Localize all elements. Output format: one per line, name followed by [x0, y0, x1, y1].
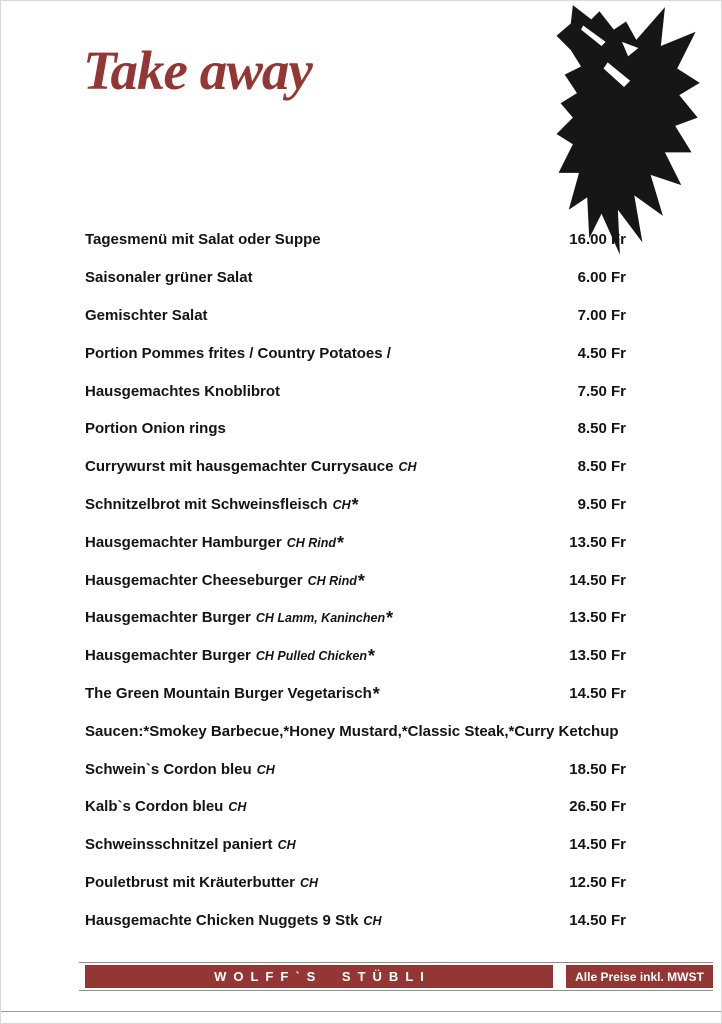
menu-item-row [85, 712, 626, 750]
menu-item-price: 14.50 Fr [569, 836, 626, 854]
menu-item-text: The Green Mountain Burger Vegetarisch * [85, 683, 380, 704]
menu-item-price: 6.00 Fr [577, 269, 626, 287]
menu-item-name: Portion Pommes frites / Country Potatoes / [85, 344, 391, 362]
menu-item-row [85, 372, 626, 410]
menu-item-name: Currywurst mit hausgemachter Currysauce [85, 458, 394, 476]
menu-item-name: Saucen:*Smokey Barbecue,*Honey Mustard,*Classic Steak,*Curry Ketchup [85, 722, 619, 740]
menu-item-text [85, 723, 619, 740]
menu-item-origin-note: CH [363, 913, 382, 928]
menu-item-text: Hausgemachter Burger CH Pulled Chicken * [85, 646, 376, 667]
menu-item-text: Hausgemachter Cheeseburger CH Rind * [85, 570, 365, 591]
menu-item-text [85, 345, 391, 362]
menu-item-name: Hausgemachter Cheeseburger [85, 571, 303, 589]
menu-item-price: 26.50 Fr [569, 798, 626, 816]
tax-note-box [566, 965, 713, 988]
menu-item-price: 18.50 Fr [569, 760, 626, 778]
menu-item-name: Gemischter Salat [85, 306, 208, 324]
menu-item-row [85, 561, 626, 599]
menu-item-row [85, 788, 626, 826]
menu-item-origin-note: CH Lamm, Kaninchen [255, 611, 386, 626]
menu-item-name: Saisonaler grüner Salat [85, 269, 253, 287]
menu-item-row [85, 901, 626, 939]
menu-item-origin-note: CH [277, 838, 296, 853]
menu-item-row [85, 486, 626, 524]
menu-item-price: 14.50 Fr [569, 911, 626, 929]
menu-item-row [85, 410, 626, 448]
page-bottom-rule [1, 1011, 721, 1012]
menu-item-origin-note: CH [256, 762, 275, 777]
menu-item-text: Hausgemachter Hamburger CH Rind * [85, 532, 345, 553]
menu-item-row [85, 259, 626, 297]
menu-item-name: Hausgemachter Hamburger [85, 533, 282, 551]
menu-item-origin-note: CH Rind [307, 573, 357, 588]
menu-item-name: Schwein`s Cordon bleu [85, 760, 252, 778]
menu-item-price: 4.50 Fr [577, 344, 626, 362]
tax-note: Alle Preise inkl. MWST [575, 969, 704, 984]
menu-item-price: 14.50 Fr [569, 684, 626, 702]
restaurant-name-bar [85, 965, 553, 988]
menu-item-row [85, 675, 626, 713]
menu-item-text [85, 761, 275, 778]
menu-item-text [85, 912, 381, 929]
menu-item-text: Schnitzelbrot mit Schweinsfleisch CH * [85, 494, 359, 515]
menu-item-text [85, 231, 321, 248]
menu-item-price: 13.50 Fr [569, 647, 626, 665]
menu-item-name: Hausgemachtes Knoblibrot [85, 382, 281, 400]
menu-item-text: Hausgemachter Burger CH Lamm, Kaninchen * [85, 608, 394, 629]
menu-item-name: Tagesmenü mit Salat oder Suppe [85, 231, 321, 249]
menu-item-name: Hausgemachte Chicken Nuggets 9 Stk [85, 911, 359, 929]
menu-item-origin-note: CH [300, 875, 319, 890]
menu-item-text [85, 269, 253, 286]
menu-item-text [85, 383, 280, 400]
menu-item-name: Schweinsschnitzel paniert [85, 836, 273, 854]
menu-item-price: 12.50 Fr [569, 873, 626, 891]
menu-item-row [85, 599, 626, 637]
menu-item-name: Kalb`s Cordon bleu [85, 798, 224, 816]
menu-item-price: 8.50 Fr [577, 458, 626, 476]
menu-item-text [85, 874, 318, 891]
menu-item-price: 8.50 Fr [577, 420, 626, 438]
menu-item-row [85, 826, 626, 864]
menu-item-text [85, 307, 208, 324]
menu-item-name: Pouletbrust mit Kräuterbutter [85, 873, 296, 891]
menu-item-text [85, 458, 417, 475]
menu-item-name: The Green Mountain Burger Vegetarisch [85, 684, 372, 702]
menu-item-row [85, 637, 626, 675]
menu-item-price: 7.50 Fr [577, 382, 626, 400]
menu-item-name: Hausgemachter Burger [85, 647, 251, 665]
menu-item-row [85, 221, 626, 259]
restaurant-name: WOLFF`S STÜBLI [214, 969, 431, 984]
menu-item-origin-note: CH Pulled Chicken [255, 649, 368, 664]
menu-item-price: 13.50 Fr [569, 533, 626, 551]
menu-list [85, 221, 626, 939]
menu-item-origin-note: CH [398, 460, 417, 475]
menu-item-text [85, 420, 226, 437]
menu-item-price: 7.00 Fr [577, 306, 626, 324]
menu-item-price: 16.00 Fr [569, 231, 626, 249]
menu-item-origin-note: CH [228, 800, 247, 815]
menu-item-name: Hausgemachter Burger [85, 609, 251, 627]
menu-item-price: 9.50 Fr [577, 495, 626, 513]
menu-item-row [85, 750, 626, 788]
menu-item-origin-note: CH [332, 497, 351, 512]
menu-item-text [85, 836, 296, 853]
menu-item-price: 13.50 Fr [569, 609, 626, 627]
menu-item-row [85, 448, 626, 486]
menu-item-name: Schnitzelbrot mit Schweinsfleisch [85, 495, 328, 513]
menu-item-row [85, 297, 626, 335]
page-title: Take away [83, 40, 312, 101]
menu-item-text [85, 798, 246, 815]
menu-item-price: 14.50 Fr [569, 571, 626, 589]
menu-item-name: Portion Onion rings [85, 420, 226, 438]
menu-item-origin-note: CH Rind [286, 535, 337, 550]
menu-item-row [85, 523, 626, 561]
menu-item-row [85, 864, 626, 902]
footer [79, 962, 713, 991]
menu-item-row [85, 334, 626, 372]
